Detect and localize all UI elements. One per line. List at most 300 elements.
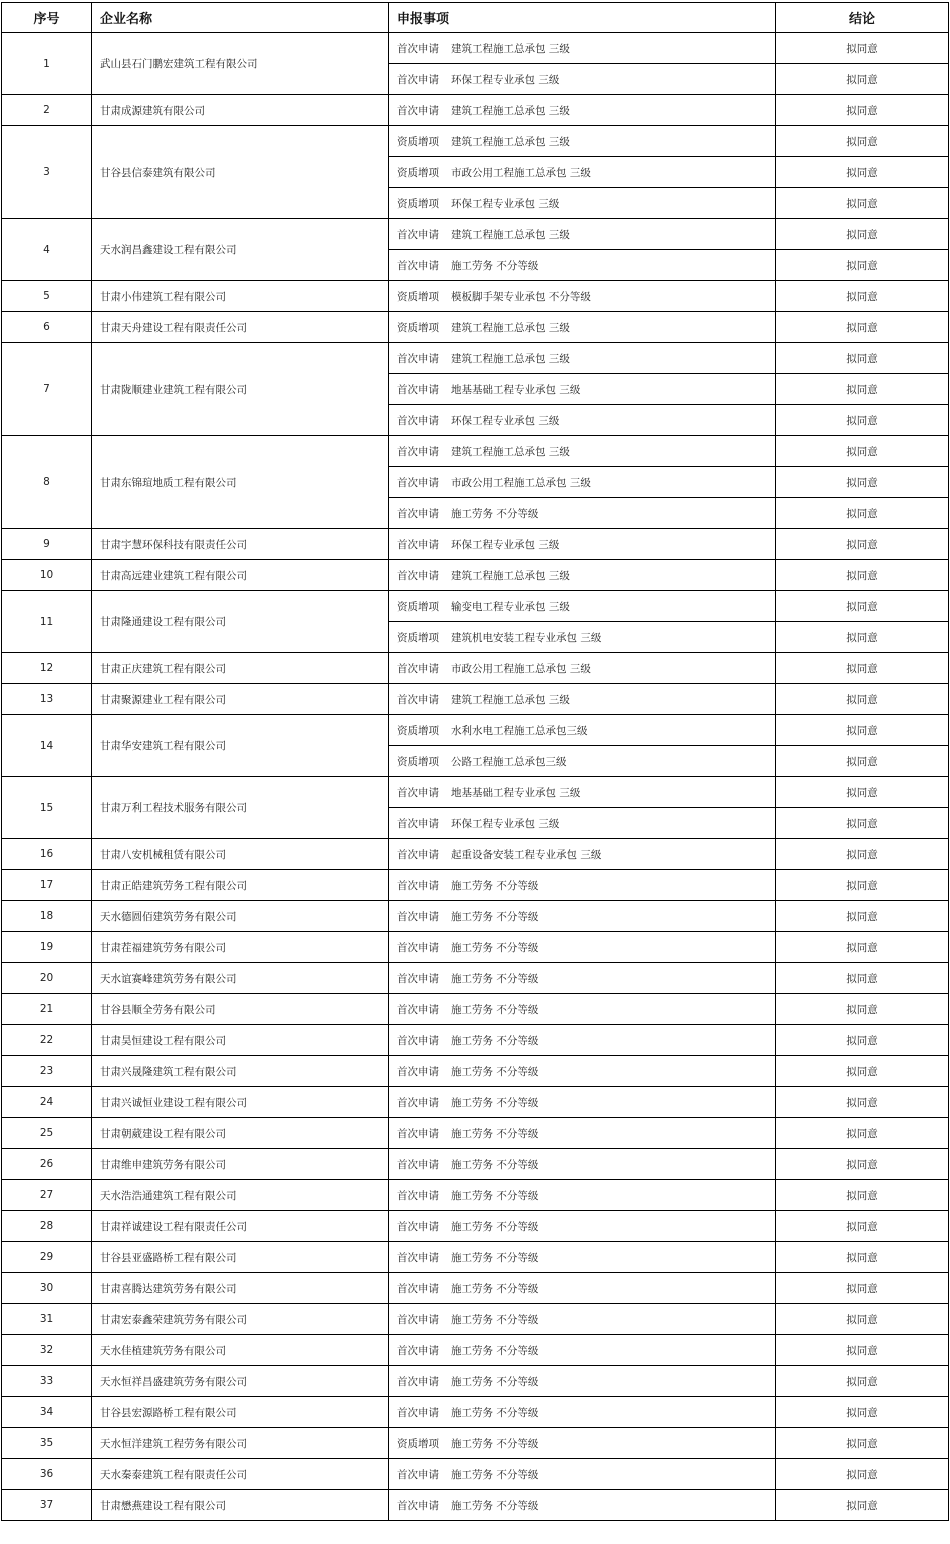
row-seq: 11	[2, 591, 92, 653]
qualification-detail: 公路工程施工总承包三级	[451, 755, 567, 768]
company-name: 甘谷县亚盛路桥工程有限公司	[92, 1242, 389, 1273]
company-name: 甘肃兴诚恒业建设工程有限公司	[92, 1087, 389, 1118]
table-row	[2, 1335, 949, 1366]
company-name: 甘肃八安机械租赁有限公司	[92, 839, 389, 870]
company-name: 甘肃正庆建筑工程有限公司	[92, 653, 389, 684]
company-name: 甘肃喜腾达建筑劳务有限公司	[92, 1273, 389, 1304]
conclusion: 拟同意	[776, 1273, 949, 1304]
company-name: 甘肃维申建筑劳务有限公司	[92, 1149, 389, 1180]
application-item	[389, 1428, 776, 1459]
qualification-detail: 施工劳务 不分等级	[451, 1406, 539, 1419]
application-item	[389, 1149, 776, 1180]
qualification-detail: 施工劳务 不分等级	[451, 1344, 539, 1357]
table-row	[2, 1490, 949, 1521]
application-item	[389, 157, 776, 188]
conclusion: 拟同意	[776, 870, 949, 901]
application-item	[389, 1397, 776, 1428]
application-type: 首次申请	[397, 228, 439, 241]
company-name: 天水恒祥昌盛建筑劳务有限公司	[92, 1366, 389, 1397]
application-item	[389, 808, 776, 839]
qualification-detail: 施工劳务 不分等级	[451, 1158, 539, 1171]
conclusion: 拟同意	[776, 95, 949, 126]
company-name: 天水德圆佰建筑劳务有限公司	[92, 901, 389, 932]
table-row	[2, 653, 949, 684]
application-type: 首次申请	[397, 1096, 439, 1109]
row-seq: 33	[2, 1366, 92, 1397]
table-row	[2, 870, 949, 901]
conclusion: 拟同意	[776, 405, 949, 436]
qualification-detail: 施工劳务 不分等级	[451, 879, 539, 892]
application-type: 首次申请	[397, 259, 439, 272]
application-item	[389, 932, 776, 963]
qualification-detail: 市政公用工程施工总承包 三级	[451, 476, 591, 489]
row-seq: 13	[2, 684, 92, 715]
row-seq: 26	[2, 1149, 92, 1180]
application-item	[389, 622, 776, 653]
application-type: 资质增项	[397, 166, 439, 179]
table-row	[2, 1273, 949, 1304]
table-row	[2, 1087, 949, 1118]
application-item	[389, 467, 776, 498]
table-row	[2, 312, 949, 343]
application-type: 资质增项	[397, 600, 439, 613]
application-type: 首次申请	[397, 414, 439, 427]
table-row	[2, 1056, 949, 1087]
application-item	[389, 1118, 776, 1149]
conclusion: 拟同意	[776, 529, 949, 560]
application-type: 首次申请	[397, 1468, 439, 1481]
application-item	[389, 1025, 776, 1056]
qualification-detail: 建筑工程施工总承包 三级	[451, 352, 570, 365]
application-item	[389, 33, 776, 64]
company-name: 甘肃昊恒建设工程有限公司	[92, 1025, 389, 1056]
application-type: 首次申请	[397, 42, 439, 55]
application-item	[389, 560, 776, 591]
application-type: 首次申请	[397, 1127, 439, 1140]
conclusion: 拟同意	[776, 374, 949, 405]
application-type: 首次申请	[397, 1282, 439, 1295]
company-name: 甘肃祥诚建设工程有限责任公司	[92, 1211, 389, 1242]
conclusion: 拟同意	[776, 64, 949, 95]
row-seq: 24	[2, 1087, 92, 1118]
table-row	[2, 1149, 949, 1180]
application-item	[389, 746, 776, 777]
table-row	[2, 1118, 949, 1149]
qualification-detail: 施工劳务 不分等级	[451, 972, 539, 985]
application-type: 首次申请	[397, 538, 439, 551]
conclusion: 拟同意	[776, 932, 949, 963]
conclusion: 拟同意	[776, 188, 949, 219]
row-seq: 28	[2, 1211, 92, 1242]
qualification-detail: 施工劳务 不分等级	[451, 1251, 539, 1264]
application-item	[389, 1273, 776, 1304]
conclusion: 拟同意	[776, 1056, 949, 1087]
table-row	[2, 994, 949, 1025]
company-name: 甘肃兴晟隆建筑工程有限公司	[92, 1056, 389, 1087]
table-row	[2, 963, 949, 994]
table-row	[2, 529, 949, 560]
qualification-detail: 地基基础工程专业承包 三级	[451, 786, 581, 799]
qualification-detail: 施工劳务 不分等级	[451, 259, 539, 272]
qualification-detail: 环保工程专业承包 三级	[451, 817, 560, 830]
row-seq: 22	[2, 1025, 92, 1056]
application-item	[389, 1366, 776, 1397]
conclusion: 拟同意	[776, 157, 949, 188]
conclusion: 拟同意	[776, 560, 949, 591]
qualification-detail: 建筑工程施工总承包 三级	[451, 693, 570, 706]
row-seq: 32	[2, 1335, 92, 1366]
conclusion: 拟同意	[776, 1490, 949, 1521]
qualification-detail: 环保工程专业承包 三级	[451, 73, 560, 86]
application-item	[389, 684, 776, 715]
application-item	[389, 250, 776, 281]
qualification-detail: 施工劳务 不分等级	[451, 910, 539, 923]
table-row	[2, 901, 949, 932]
application-item	[389, 1087, 776, 1118]
row-seq: 9	[2, 529, 92, 560]
conclusion: 拟同意	[776, 1397, 949, 1428]
row-seq: 10	[2, 560, 92, 591]
table-row	[2, 436, 949, 467]
application-type: 首次申请	[397, 1065, 439, 1078]
row-seq: 5	[2, 281, 92, 312]
qualification-detail: 施工劳务 不分等级	[451, 1499, 539, 1512]
company-name: 天水润昌鑫建设工程有限公司	[92, 219, 389, 281]
company-name: 甘肃天舟建设工程有限责任公司	[92, 312, 389, 343]
company-name: 甘肃懋燕建设工程有限公司	[92, 1490, 389, 1521]
row-seq: 35	[2, 1428, 92, 1459]
qualification-detail: 市政公用工程施工总承包 三级	[451, 662, 591, 675]
qualification-detail: 市政公用工程施工总承包 三级	[451, 166, 591, 179]
conclusion: 拟同意	[776, 312, 949, 343]
company-name: 甘肃高远建业建筑工程有限公司	[92, 560, 389, 591]
table-row	[2, 126, 949, 157]
conclusion: 拟同意	[776, 715, 949, 746]
application-item	[389, 653, 776, 684]
application-item	[389, 1335, 776, 1366]
table-row	[2, 281, 949, 312]
conclusion: 拟同意	[776, 1211, 949, 1242]
conclusion: 拟同意	[776, 1428, 949, 1459]
application-type: 首次申请	[397, 383, 439, 396]
application-item	[389, 1490, 776, 1521]
qualification-detail: 地基基础工程专业承包 三级	[451, 383, 581, 396]
application-type: 首次申请	[397, 1375, 439, 1388]
table-row	[2, 777, 949, 808]
company-name: 甘谷县顺全劳务有限公司	[92, 994, 389, 1025]
company-name: 天水谊赛峰建筑劳务有限公司	[92, 963, 389, 994]
application-type: 首次申请	[397, 1251, 439, 1264]
company-name: 武山县石门鹏宏建筑工程有限公司	[92, 33, 389, 95]
company-name: 甘肃小伟建筑工程有限公司	[92, 281, 389, 312]
row-seq: 20	[2, 963, 92, 994]
application-item	[389, 1056, 776, 1087]
qualification-detail: 环保工程专业承包 三级	[451, 414, 560, 427]
application-type: 资质增项	[397, 724, 439, 737]
conclusion: 拟同意	[776, 250, 949, 281]
conclusion: 拟同意	[776, 653, 949, 684]
qualification-detail: 施工劳务 不分等级	[451, 1282, 539, 1295]
application-item	[389, 901, 776, 932]
conclusion: 拟同意	[776, 436, 949, 467]
application-item	[389, 994, 776, 1025]
row-seq: 27	[2, 1180, 92, 1211]
conclusion: 拟同意	[776, 994, 949, 1025]
qualification-detail: 施工劳务 不分等级	[451, 1065, 539, 1078]
conclusion: 拟同意	[776, 1304, 949, 1335]
conclusion: 拟同意	[776, 219, 949, 250]
application-type: 资质增项	[397, 631, 439, 644]
qualification-detail: 建筑工程施工总承包 三级	[451, 445, 570, 458]
conclusion: 拟同意	[776, 281, 949, 312]
conclusion: 拟同意	[776, 963, 949, 994]
application-type: 资质增项	[397, 197, 439, 210]
company-name: 天水浩浩通建筑工程有限公司	[92, 1180, 389, 1211]
application-type: 首次申请	[397, 1158, 439, 1171]
application-type: 首次申请	[397, 786, 439, 799]
company-name: 甘肃万利工程技术服务有限公司	[92, 777, 389, 839]
application-item	[389, 1180, 776, 1211]
application-item	[389, 498, 776, 529]
conclusion: 拟同意	[776, 1149, 949, 1180]
row-seq: 37	[2, 1490, 92, 1521]
table-row	[2, 839, 949, 870]
company-name: 甘肃茬福建筑劳务有限公司	[92, 932, 389, 963]
qualification-detail: 施工劳务 不分等级	[451, 1096, 539, 1109]
row-seq: 16	[2, 839, 92, 870]
application-item	[389, 591, 776, 622]
conclusion: 拟同意	[776, 1180, 949, 1211]
row-seq: 34	[2, 1397, 92, 1428]
application-type: 首次申请	[397, 879, 439, 892]
company-name: 甘谷县信泰建筑有限公司	[92, 126, 389, 219]
company-name: 甘肃正皓建筑劳务工程有限公司	[92, 870, 389, 901]
company-name: 甘肃朝葳建设工程有限公司	[92, 1118, 389, 1149]
company-name: 甘肃宏泰鑫荣建筑劳务有限公司	[92, 1304, 389, 1335]
conclusion: 拟同意	[776, 839, 949, 870]
company-name: 甘肃东锦瑄地质工程有限公司	[92, 436, 389, 529]
company-name: 天水秦泰建筑工程有限责任公司	[92, 1459, 389, 1490]
conclusion: 拟同意	[776, 684, 949, 715]
application-item	[389, 126, 776, 157]
company-name: 甘肃成源建筑有限公司	[92, 95, 389, 126]
row-seq: 21	[2, 994, 92, 1025]
row-seq: 2	[2, 95, 92, 126]
row-seq: 31	[2, 1304, 92, 1335]
table-row	[2, 1242, 949, 1273]
application-item	[389, 436, 776, 467]
application-type: 资质增项	[397, 135, 439, 148]
row-seq: 23	[2, 1056, 92, 1087]
conclusion: 拟同意	[776, 1459, 949, 1490]
conclusion: 拟同意	[776, 33, 949, 64]
application-type: 首次申请	[397, 507, 439, 520]
application-type: 资质增项	[397, 290, 439, 303]
row-seq: 17	[2, 870, 92, 901]
application-type: 首次申请	[397, 476, 439, 489]
application-type: 首次申请	[397, 817, 439, 830]
qualification-detail: 模板脚手架专业承包 不分等级	[451, 290, 591, 303]
application-item	[389, 1459, 776, 1490]
conclusion: 拟同意	[776, 901, 949, 932]
row-seq: 3	[2, 126, 92, 219]
company-name: 甘肃隆通建设工程有限公司	[92, 591, 389, 653]
application-type: 首次申请	[397, 1406, 439, 1419]
application-type: 首次申请	[397, 569, 439, 582]
application-item	[389, 529, 776, 560]
application-type: 首次申请	[397, 1344, 439, 1357]
qualification-detail: 建筑工程施工总承包 三级	[451, 569, 570, 582]
application-type: 首次申请	[397, 941, 439, 954]
row-seq: 4	[2, 219, 92, 281]
table-row	[2, 343, 949, 374]
table-row	[2, 1304, 949, 1335]
company-name: 天水佳植建筑劳务有限公司	[92, 1335, 389, 1366]
qualification-detail: 施工劳务 不分等级	[451, 941, 539, 954]
application-item	[389, 312, 776, 343]
company-name: 天水恒洋建筑工程劳务有限公司	[92, 1428, 389, 1459]
conclusion: 拟同意	[776, 777, 949, 808]
conclusion: 拟同意	[776, 343, 949, 374]
table-row	[2, 95, 949, 126]
row-seq: 29	[2, 1242, 92, 1273]
application-item	[389, 1304, 776, 1335]
qualification-approval-table	[1, 2, 949, 1521]
application-type: 首次申请	[397, 1189, 439, 1202]
table-row	[2, 1366, 949, 1397]
application-type: 首次申请	[397, 1003, 439, 1016]
application-type: 首次申请	[397, 972, 439, 985]
table-row	[2, 715, 949, 746]
conclusion: 拟同意	[776, 1366, 949, 1397]
application-item	[389, 405, 776, 436]
table-row	[2, 591, 949, 622]
table-row	[2, 1397, 949, 1428]
conclusion: 拟同意	[776, 1025, 949, 1056]
table-row	[2, 1180, 949, 1211]
table-row	[2, 560, 949, 591]
application-type: 首次申请	[397, 1499, 439, 1512]
qualification-detail: 建筑工程施工总承包 三级	[451, 135, 570, 148]
application-type: 资质增项	[397, 755, 439, 768]
row-seq: 14	[2, 715, 92, 777]
qualification-table-document	[1, 2, 949, 1521]
row-seq: 18	[2, 901, 92, 932]
application-type: 首次申请	[397, 73, 439, 86]
conclusion: 拟同意	[776, 1335, 949, 1366]
row-seq: 1	[2, 33, 92, 95]
row-seq: 8	[2, 436, 92, 529]
conclusion: 拟同意	[776, 622, 949, 653]
application-item	[389, 374, 776, 405]
qualification-detail: 环保工程专业承包 三级	[451, 538, 560, 551]
qualification-detail: 施工劳务 不分等级	[451, 507, 539, 520]
qualification-detail: 施工劳务 不分等级	[451, 1003, 539, 1016]
qualification-detail: 建筑工程施工总承包 三级	[451, 228, 570, 241]
application-item	[389, 839, 776, 870]
row-seq: 7	[2, 343, 92, 436]
conclusion: 拟同意	[776, 467, 949, 498]
conclusion: 拟同意	[776, 1242, 949, 1273]
application-type: 首次申请	[397, 1220, 439, 1233]
header-row	[2, 3, 949, 33]
conclusion: 拟同意	[776, 746, 949, 777]
application-type: 首次申请	[397, 910, 439, 923]
conclusion: 拟同意	[776, 1087, 949, 1118]
table-row	[2, 219, 949, 250]
application-item	[389, 219, 776, 250]
application-type: 资质增项	[397, 321, 439, 334]
application-item	[389, 1211, 776, 1242]
qualification-detail: 施工劳务 不分等级	[451, 1127, 539, 1140]
header-seq: 序号	[2, 3, 92, 33]
qualification-detail: 施工劳务 不分等级	[451, 1034, 539, 1047]
table-row	[2, 1025, 949, 1056]
row-seq: 19	[2, 932, 92, 963]
qualification-detail: 环保工程专业承包 三级	[451, 197, 560, 210]
qualification-detail: 施工劳务 不分等级	[451, 1189, 539, 1202]
company-name: 甘谷县宏源路桥工程有限公司	[92, 1397, 389, 1428]
qualification-detail: 起重设备安装工程专业承包 三级	[451, 848, 602, 861]
application-item	[389, 343, 776, 374]
qualification-detail: 输变电工程专业承包 三级	[451, 600, 570, 613]
table-body	[2, 33, 949, 1521]
company-name: 甘肃聚源建业工程有限公司	[92, 684, 389, 715]
company-name: 甘肃陇顺建业建筑工程有限公司	[92, 343, 389, 436]
conclusion: 拟同意	[776, 126, 949, 157]
application-type: 首次申请	[397, 662, 439, 675]
table-row	[2, 1428, 949, 1459]
application-type: 首次申请	[397, 1313, 439, 1326]
row-seq: 36	[2, 1459, 92, 1490]
application-item	[389, 64, 776, 95]
qualification-detail: 建筑工程施工总承包 三级	[451, 104, 570, 117]
application-type: 首次申请	[397, 352, 439, 365]
qualification-detail: 建筑机电安装工程专业承包 三级	[451, 631, 602, 644]
row-seq: 6	[2, 312, 92, 343]
application-item	[389, 188, 776, 219]
conclusion: 拟同意	[776, 498, 949, 529]
row-seq: 25	[2, 1118, 92, 1149]
qualification-detail: 施工劳务 不分等级	[451, 1375, 539, 1388]
application-type: 首次申请	[397, 693, 439, 706]
header-application-item: 申报事项	[389, 3, 776, 33]
application-type: 首次申请	[397, 848, 439, 861]
company-name: 甘肃宇慧环保科技有限责任公司	[92, 529, 389, 560]
application-item	[389, 870, 776, 901]
application-type: 首次申请	[397, 445, 439, 458]
application-item	[389, 963, 776, 994]
application-item	[389, 95, 776, 126]
row-seq: 12	[2, 653, 92, 684]
table-header	[2, 3, 949, 33]
table-row	[2, 1459, 949, 1490]
qualification-detail: 建筑工程施工总承包 三级	[451, 321, 570, 334]
application-item	[389, 281, 776, 312]
table-row	[2, 932, 949, 963]
application-item	[389, 1242, 776, 1273]
table-row	[2, 1211, 949, 1242]
conclusion: 拟同意	[776, 591, 949, 622]
table-row	[2, 684, 949, 715]
company-name: 甘肃华安建筑工程有限公司	[92, 715, 389, 777]
conclusion: 拟同意	[776, 1118, 949, 1149]
qualification-detail: 施工劳务 不分等级	[451, 1468, 539, 1481]
table-row	[2, 33, 949, 64]
row-seq: 15	[2, 777, 92, 839]
row-seq: 30	[2, 1273, 92, 1304]
qualification-detail: 水利水电工程施工总承包三级	[451, 724, 588, 737]
